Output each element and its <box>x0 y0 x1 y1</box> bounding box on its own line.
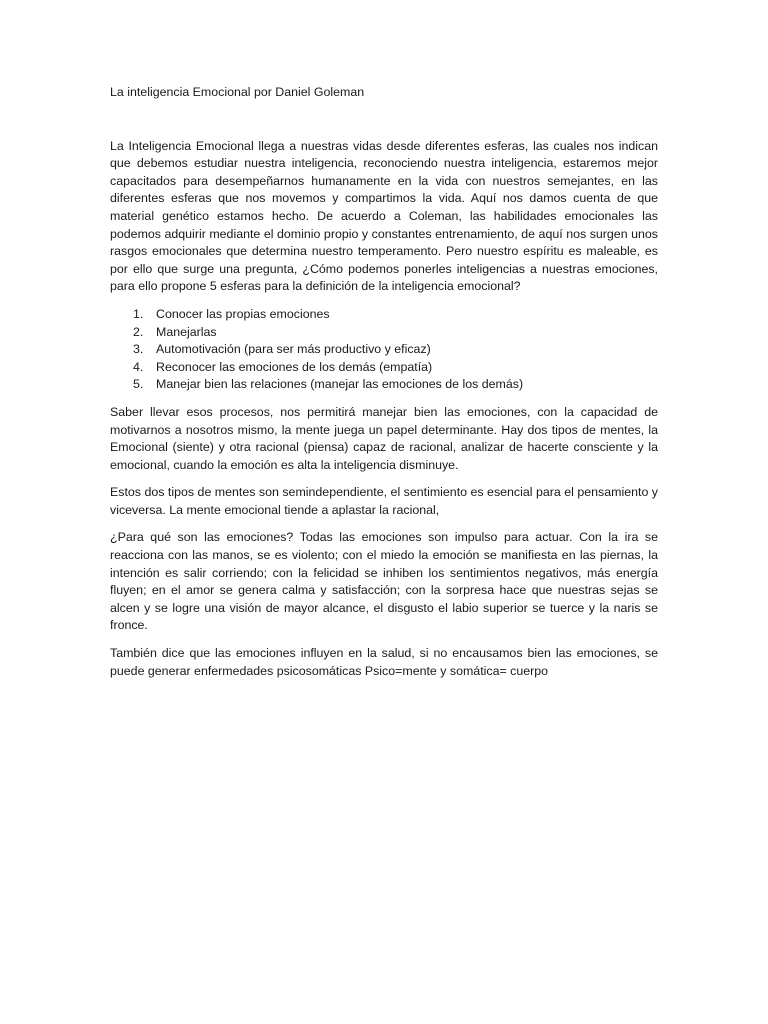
list-item-number: 1. <box>133 306 144 321</box>
paragraph-procesos: Saber llevar esos procesos, nos permitirá manejar bien las emociones, con la capacidad de motivarnos a nosotros mismo, la mente juega un papel determinante. Hay dos tipos de mentes, la Emocional (siente) y otra racional (piensa) capaz de racional, analizar de hacerte consciente y la emocional, cuando la emoción es alta la inteligencia disminuye. <box>110 404 658 472</box>
document-body <box>110 84 658 690</box>
list-item-text: Manejarlas <box>156 324 217 339</box>
paragraph-tipos-mentes: Estos dos tipos de mentes son semindependiente, el sentimiento es esencial para el pensamiento y viceversa. La mente emocional tiende a aplastar la racional, <box>110 485 658 517</box>
esferas-list <box>110 306 658 394</box>
list-item-text: Automotivación (para ser más productivo y eficaz) <box>156 342 431 357</box>
list-item <box>110 341 658 359</box>
list-item-text: Conocer las propias emociones <box>156 306 330 321</box>
list-item <box>110 359 658 377</box>
document-title: La inteligencia Emocional por Daniel Goleman <box>110 85 365 99</box>
list-item-text: Reconocer las emociones de los demás (empatía) <box>156 359 433 374</box>
list-item <box>110 324 658 342</box>
list-item <box>110 376 658 394</box>
list-item-number: 5. <box>133 377 144 392</box>
paragraph-salud: También dice que las emociones influyen en la salud, si no encausamos bien las emociones, se puede generar enfermedades psicosomáticas Psico=mente y somática= cuerpo <box>110 646 658 678</box>
list-item <box>110 306 658 324</box>
paragraph-emociones: ¿Para qué son las emociones? Todas las emociones son impulso para actuar. Con la ira se reacciona con las manos, se es violento; con el miedo la emoción se manifiesta en las piernas, la intención es salir corriendo; con la felicidad se inhiben los sentimientos negativos, más energía fluyen; en el amor se genera calma y satisfacción; con la sorpresa hace que nuestras sejas se alcen y se logre una visión de mayor alcance, el disgusto el labio superior se tuerce y la naris se fronce. <box>110 530 658 633</box>
list-item-text: Manejar bien las relaciones (manejar las emociones de los demás) <box>156 377 524 392</box>
list-item-number: 3. <box>133 342 144 357</box>
list-item-number: 2. <box>133 324 144 339</box>
paragraph-intro: La Inteligencia Emocional llega a nuestras vidas desde diferentes esferas, las cuales nos indican que debemos estudiar nuestra inteligencia, reconociendo nuestra inteligencia, estaremos mejor capacitados para desempeñarnos humanamente en la vida con nuestros semejantes, en las diferentes esferas que nos movemos y compartimos la vida. Aquí nos damos cuenta de que material genético estamos hecho. De acuerdo a Coleman, las habilidades emocionales las podemos adquirir mediante el dominio propio y constantes entrenamiento, de aquí nos surgen unos rasgos emocionales que determina nuestro temperamento. Pero nuestro espíritu es maleable, es por ello que surge una pregunta, ¿Cómo podemos ponerles inteligencias a nuestras emociones, para ello propone 5 esferas para la definición de la inteligencia emocional? <box>110 138 658 294</box>
list-item-number: 4. <box>133 359 144 374</box>
